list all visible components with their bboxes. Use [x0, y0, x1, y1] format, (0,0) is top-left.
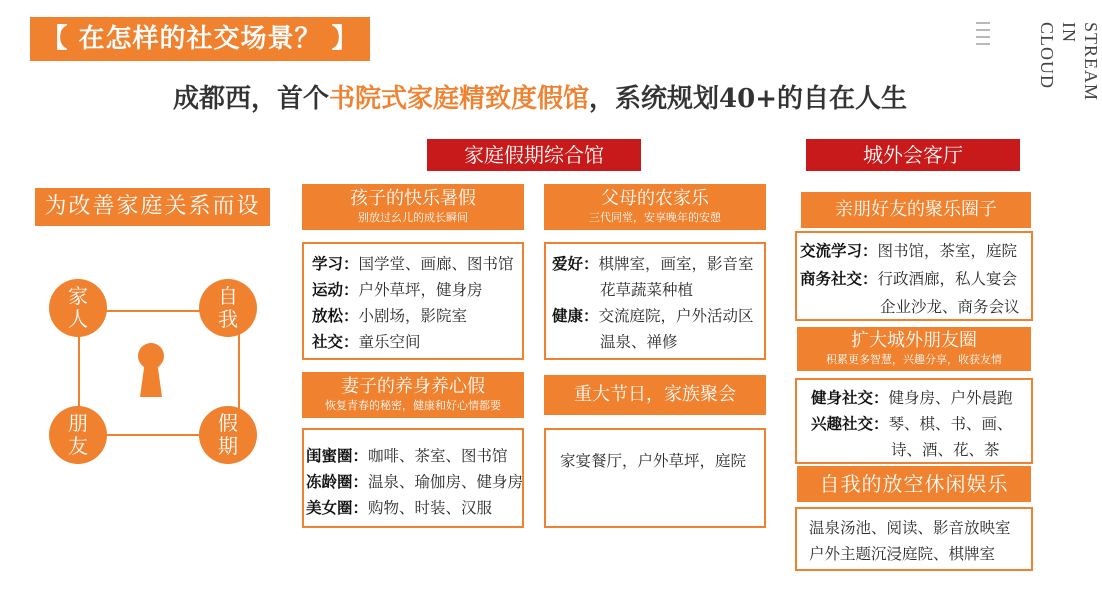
page-headline [0, 78, 1080, 115]
list-item: 温泉汤池、阅读、影音放映室 [809, 519, 1011, 537]
logo-text: STREAM IN CLOUD [1037, 22, 1101, 102]
circle-family: 家 人 [49, 279, 107, 337]
self-header: 自我的放空休闲娱乐 [797, 466, 1031, 502]
wife-box [302, 428, 524, 528]
headline-prefix: 成都西，首个 [173, 84, 330, 114]
left-label: 为改善家庭关系而设 [35, 188, 270, 226]
list-item: 花草蔬菜种植 [600, 281, 694, 299]
list-item: 美女圈：购物、时装、汉服 [306, 498, 493, 517]
list-item: 商务社交：行政酒廊，私人宴会 [800, 269, 1018, 288]
expand-box [795, 378, 1033, 464]
right-title-tab: 城外会客厅 [806, 139, 1020, 171]
list-item: 交流学习：图书馆，茶室，庭院 [800, 241, 1018, 260]
wife-header [302, 372, 524, 418]
list-item: 温泉、禅修 [600, 333, 678, 351]
circle-self: 自 我 [199, 279, 257, 337]
friends-box [795, 231, 1033, 321]
expand-subtitle: 积累更多智慧，兴趣分享，收获友情 [826, 353, 1002, 366]
self-box [795, 507, 1033, 571]
section-title-tag: 【 在怎样的社交场景？ 】 [30, 17, 370, 61]
parents-subtitle: 三代同堂，安享晚年的安憩 [589, 211, 721, 224]
list-item: 企业沙龙、商务会议 [880, 298, 1020, 316]
keyhole-icon [134, 343, 168, 399]
friends-header: 亲朋好友的聚乐圈子 [801, 192, 1031, 228]
headline-highlight: 书院式家庭精致度假馆 [329, 84, 590, 114]
list-item: 兴趣社交：琴、棋、书、画、 [811, 414, 1013, 433]
kids-title: 孩子的快乐暑假 [350, 188, 476, 209]
kids-subtitle: 别放过幺儿的成长瞬间 [358, 211, 468, 224]
expand-title: 扩大城外朋友圈 [851, 330, 977, 351]
logo-mark-icon [976, 22, 992, 56]
list-item: 放松：小剧场，影院室 [312, 306, 468, 325]
list-item: 健身社交：健身房、户外晨跑 [811, 388, 1013, 407]
parents-box [544, 242, 766, 360]
list-item: 健康：交流庭院，户外活动区 [552, 306, 754, 325]
list-item: 社交：童乐空间 [312, 332, 421, 351]
list-item: 运动：户外草坪，健身房 [312, 280, 483, 299]
expand-header [797, 327, 1031, 371]
wife-title: 妻子的养身养心假 [341, 376, 485, 397]
festival-box [544, 428, 766, 528]
kids-box [302, 242, 524, 360]
list-item: 学习：国学堂、画廊、图书馆 [312, 254, 514, 273]
circle-holiday: 假 期 [199, 406, 257, 464]
parents-header [544, 184, 766, 230]
parents-title: 父母的农家乐 [601, 188, 709, 209]
headline-suffix: ，系统规划40+的自在人生 [589, 84, 907, 114]
list-item: 诗、酒、花、茶 [891, 441, 1000, 459]
list-item: 爱好：棋牌室，画室，影音室 [552, 254, 754, 273]
center-title-tab: 家庭假期综合馆 [427, 139, 641, 171]
list-item: 冻龄圈：温泉、瑜伽房、健身房 [306, 472, 524, 491]
circle-friends: 朋 友 [49, 406, 107, 464]
list-item: 闺蜜圈：咖啡、茶室、图书馆 [306, 446, 508, 465]
festival-header: 重大节日，家族聚会 [544, 375, 766, 415]
kids-header [302, 184, 524, 230]
wife-subtitle: 恢复青春的秘密，健康和好心情都要 [325, 399, 501, 412]
list-item: 户外主题沉浸庭院、棋牌室 [809, 545, 996, 563]
list-item: 家宴餐厅，户外草坪，庭院 [560, 452, 747, 470]
